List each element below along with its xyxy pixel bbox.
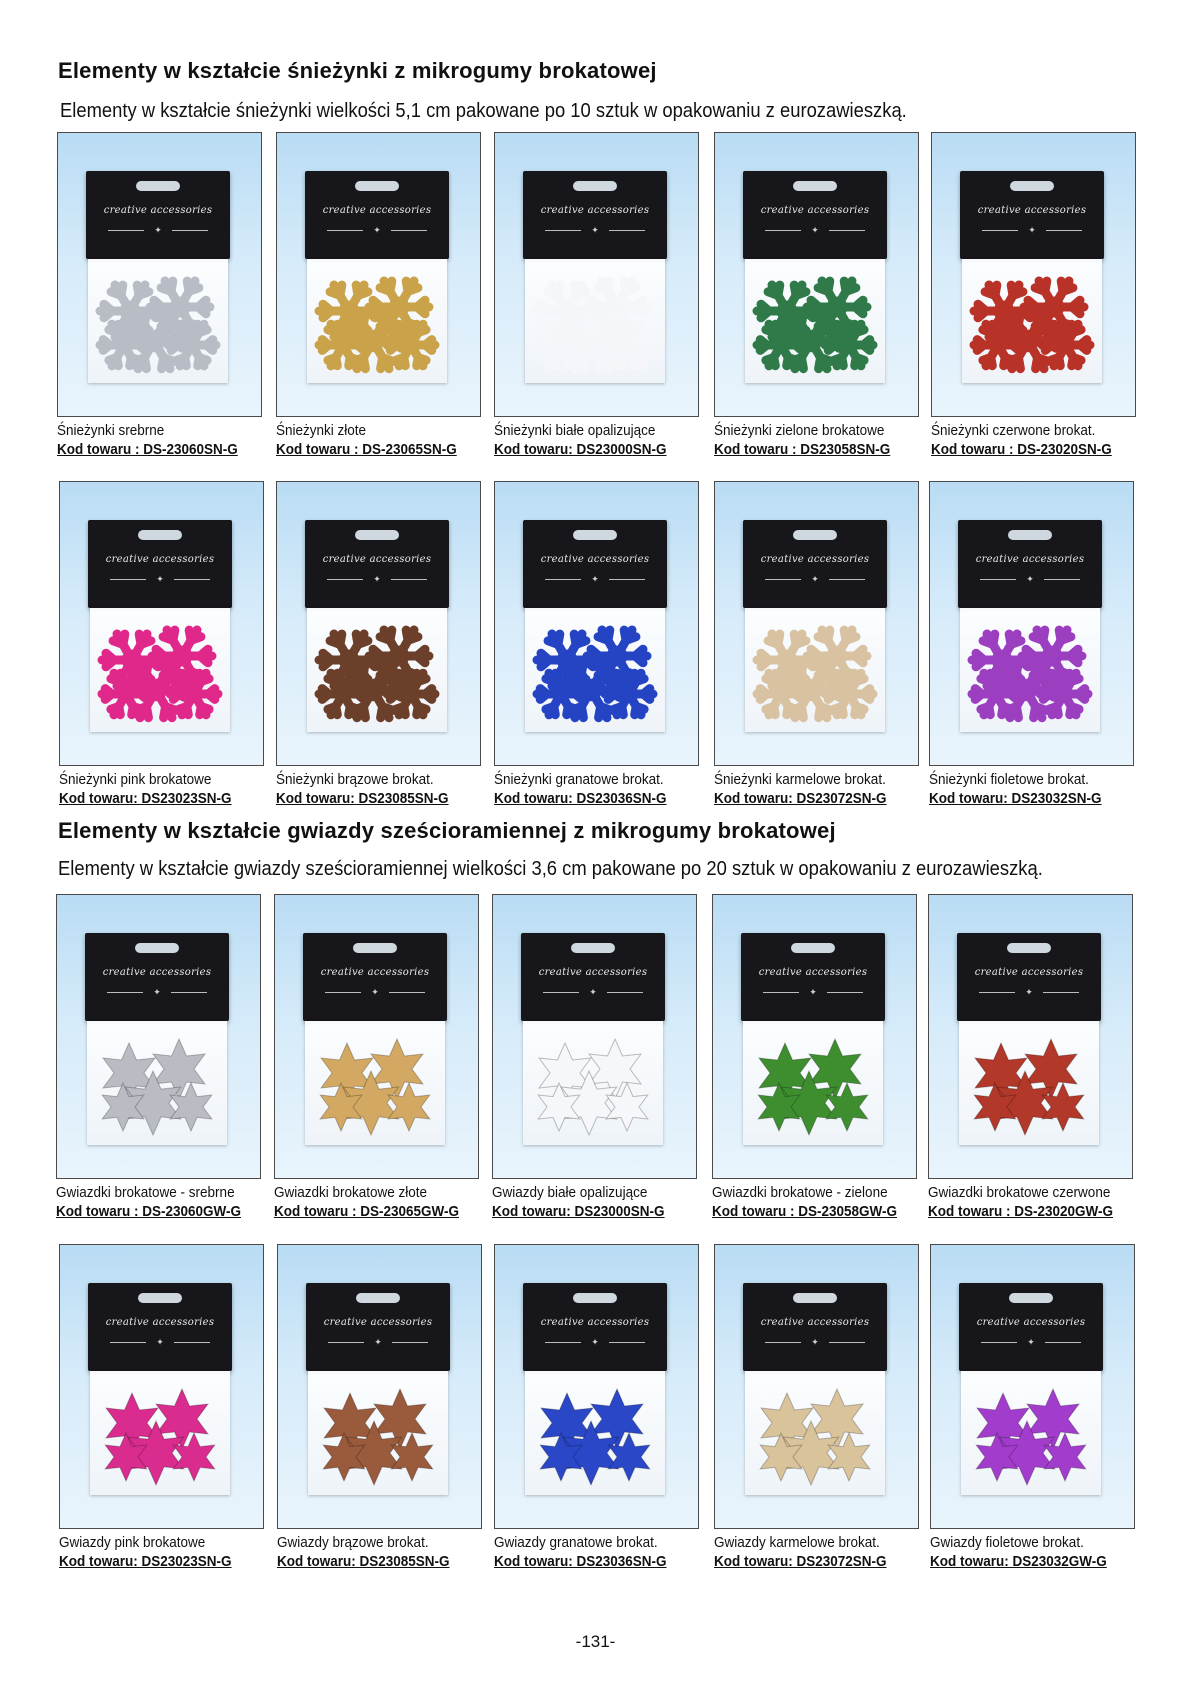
ornament-icon: ✦ bbox=[545, 1337, 645, 1347]
clear-bag bbox=[523, 1021, 663, 1145]
product-card[interactable] bbox=[929, 481, 1134, 808]
product-name: Śnieżynki pink brokatowe bbox=[59, 771, 212, 788]
product-code: Kod towaru : DS-23020SN-G bbox=[931, 441, 1112, 458]
product-code: Kod towaru : DS-23058GW-G bbox=[712, 1203, 898, 1220]
product-name: Gwiazdy fioletowe brokat. bbox=[930, 1534, 1084, 1551]
product-card[interactable] bbox=[928, 894, 1133, 1221]
product-code: Kod towaru: DS23000SN-G bbox=[494, 441, 667, 458]
product-package bbox=[82, 155, 234, 393]
clear-bag bbox=[962, 259, 1102, 383]
product-name: Gwiazdki brokatowe - srebrne bbox=[56, 1184, 235, 1201]
product-caption bbox=[277, 1533, 462, 1571]
ornament-icon: ✦ bbox=[980, 574, 1080, 584]
brand-label: creative accessories bbox=[540, 1317, 650, 1328]
product-photo bbox=[714, 1244, 919, 1529]
product-name: Gwiazdy karmelowe brokat. bbox=[714, 1534, 880, 1551]
snowflake-shapes-icon bbox=[88, 259, 228, 383]
star-shapes-icon bbox=[90, 1371, 230, 1495]
product-caption bbox=[930, 1533, 1115, 1571]
ornament-icon: ✦ bbox=[107, 987, 207, 997]
clear-bag bbox=[745, 259, 885, 383]
product-package bbox=[519, 1267, 671, 1505]
snowflake-shapes-icon bbox=[525, 608, 665, 732]
euro-hang-hole bbox=[793, 181, 837, 191]
product-photo bbox=[712, 894, 917, 1179]
product-package bbox=[517, 917, 669, 1155]
product-caption bbox=[492, 1183, 677, 1221]
brand-label: creative accessories bbox=[975, 554, 1085, 565]
euro-hang-hole bbox=[1010, 181, 1054, 191]
product-card[interactable] bbox=[930, 1244, 1135, 1571]
product-photo bbox=[276, 481, 481, 766]
clear-bag bbox=[90, 608, 230, 732]
snowflake-shapes-icon bbox=[745, 259, 885, 383]
product-code: Kod towaru: DS23000SN-G bbox=[492, 1203, 665, 1220]
product-code: Kod towaru: DS23085SN-G bbox=[277, 1553, 450, 1570]
product-package bbox=[81, 917, 233, 1155]
product-card[interactable] bbox=[931, 132, 1136, 459]
euro-hang-hole bbox=[791, 943, 835, 953]
euro-hang-hole bbox=[793, 1293, 837, 1303]
clear-bag bbox=[525, 259, 665, 383]
clear-bag bbox=[525, 1371, 665, 1495]
product-caption bbox=[714, 1533, 899, 1571]
brand-label: creative accessories bbox=[540, 554, 650, 565]
package-header-card bbox=[523, 520, 667, 608]
star-shapes-icon bbox=[305, 1021, 445, 1145]
product-photo bbox=[929, 481, 1134, 766]
star-shapes-icon bbox=[523, 1021, 663, 1145]
product-caption bbox=[714, 770, 899, 808]
euro-hang-hole bbox=[573, 530, 617, 540]
product-name: Gwiazdy białe opalizujące bbox=[492, 1184, 648, 1201]
star-shapes-icon bbox=[961, 1371, 1101, 1495]
product-photo bbox=[57, 132, 262, 417]
ornament-icon: ✦ bbox=[765, 225, 865, 235]
brand-label: creative accessories bbox=[322, 205, 432, 216]
snowflake-shapes-icon bbox=[745, 608, 885, 732]
ornament-icon: ✦ bbox=[981, 1337, 1081, 1347]
product-package bbox=[739, 504, 891, 742]
snowflake-shapes-icon bbox=[525, 259, 665, 383]
product-code: Kod towaru : DS-23060SN-G bbox=[57, 441, 238, 458]
brand-label: creative accessories bbox=[102, 967, 212, 978]
package-header-card bbox=[743, 520, 887, 608]
product-code: Kod towaru: DS23085SN-G bbox=[276, 790, 449, 807]
clear-bag bbox=[745, 1371, 885, 1495]
product-photo bbox=[492, 894, 697, 1179]
star-shapes-icon bbox=[525, 1371, 665, 1495]
euro-hang-hole bbox=[138, 1293, 182, 1303]
product-code: Kod towaru: DS23032SN-G bbox=[929, 790, 1102, 807]
clear-bag bbox=[90, 1371, 230, 1495]
product-photo bbox=[930, 1244, 1135, 1529]
section-subtitle-snowflakes: Elementy w kształcie śnieżynki wielkości 5,1 cm pakowane po 10 sztuk w opakowaniu z eurozawieszką. bbox=[60, 100, 907, 122]
euro-hang-hole bbox=[793, 530, 837, 540]
product-photo bbox=[277, 1244, 482, 1529]
page-number: -131- bbox=[575, 1632, 616, 1651]
snowflake-shapes-icon bbox=[307, 259, 447, 383]
product-package bbox=[302, 1267, 454, 1505]
product-name: Gwiazdy pink brokatowe bbox=[59, 1534, 206, 1551]
ornament-icon: ✦ bbox=[545, 574, 645, 584]
euro-hang-hole bbox=[138, 530, 182, 540]
star-shapes-icon bbox=[87, 1021, 227, 1145]
brand-label: creative accessories bbox=[758, 967, 868, 978]
product-caption bbox=[494, 421, 679, 459]
product-caption bbox=[931, 421, 1116, 459]
product-photo bbox=[494, 132, 699, 417]
product-package bbox=[956, 155, 1108, 393]
product-caption bbox=[929, 770, 1114, 808]
ornament-icon: ✦ bbox=[543, 987, 643, 997]
product-photo bbox=[56, 894, 261, 1179]
product-package bbox=[739, 155, 891, 393]
clear-bag bbox=[307, 608, 447, 732]
product-card[interactable] bbox=[59, 481, 264, 808]
clear-bag bbox=[305, 1021, 445, 1145]
product-card[interactable] bbox=[276, 481, 481, 808]
product-name: Śnieżynki brązowe brokat. bbox=[276, 771, 434, 788]
product-package bbox=[299, 917, 451, 1155]
star-shapes-icon bbox=[308, 1371, 448, 1495]
product-caption bbox=[57, 421, 242, 459]
clear-bag bbox=[525, 608, 665, 732]
clear-bag bbox=[743, 1021, 883, 1145]
product-caption bbox=[276, 770, 461, 808]
product-name: Śnieżynki zielone brokatowe bbox=[714, 422, 885, 439]
product-photo bbox=[276, 132, 481, 417]
euro-hang-hole bbox=[571, 943, 615, 953]
product-code: Kod towaru : DS23058SN-G bbox=[714, 441, 891, 458]
product-package bbox=[301, 504, 453, 742]
ornament-icon: ✦ bbox=[327, 574, 427, 584]
euro-hang-hole bbox=[353, 943, 397, 953]
ornament-icon: ✦ bbox=[979, 987, 1079, 997]
star-shapes-icon bbox=[745, 1371, 885, 1495]
product-package bbox=[955, 1267, 1107, 1505]
product-card[interactable] bbox=[277, 1244, 482, 1571]
euro-hang-hole bbox=[1008, 530, 1052, 540]
product-caption bbox=[928, 1183, 1113, 1221]
product-package bbox=[519, 155, 671, 393]
product-card[interactable] bbox=[494, 132, 699, 459]
clear-bag bbox=[308, 1371, 448, 1495]
section-title-snowflakes: Elementy w kształcie śnieżynki z mikrogumy brokatowej bbox=[58, 58, 657, 83]
package-header-card bbox=[85, 933, 229, 1021]
section-subtitle-stars: Elementy w kształcie gwiazdy sześcioramiennej wielkości 3,6 cm pakowane po 20 sztuk w opakowaniu z eurozawieszką. bbox=[58, 858, 1043, 880]
product-name: Śnieżynki karmelowe brokat. bbox=[714, 771, 886, 788]
product-name: Śnieżynki białe opalizujące bbox=[494, 422, 656, 439]
product-card[interactable] bbox=[714, 132, 919, 459]
package-header-card bbox=[959, 1283, 1103, 1371]
clear-bag bbox=[959, 1021, 1099, 1145]
ornament-icon: ✦ bbox=[545, 225, 645, 235]
package-header-card bbox=[306, 1283, 450, 1371]
product-card[interactable] bbox=[492, 894, 697, 1221]
product-photo bbox=[494, 1244, 699, 1529]
product-name: Śnieżynki fioletowe brokat. bbox=[929, 771, 1089, 788]
product-caption bbox=[494, 770, 679, 808]
product-package bbox=[739, 1267, 891, 1505]
product-name: Gwiazdki brokatowe - zielone bbox=[712, 1184, 888, 1201]
package-header-card bbox=[523, 1283, 667, 1371]
snowflake-shapes-icon bbox=[962, 259, 1102, 383]
product-card[interactable] bbox=[714, 481, 919, 808]
euro-hang-hole bbox=[135, 943, 179, 953]
snowflake-shapes-icon bbox=[90, 608, 230, 732]
brand-label: creative accessories bbox=[540, 205, 650, 216]
product-package bbox=[953, 917, 1105, 1155]
package-header-card bbox=[741, 933, 885, 1021]
product-code: Kod towaru: DS23072SN-G bbox=[714, 1553, 887, 1570]
product-photo bbox=[494, 481, 699, 766]
package-header-card bbox=[743, 171, 887, 259]
product-caption bbox=[712, 1183, 897, 1221]
brand-label: creative accessories bbox=[760, 554, 870, 565]
product-photo bbox=[274, 894, 479, 1179]
brand-label: creative accessories bbox=[760, 205, 870, 216]
package-header-card bbox=[521, 933, 665, 1021]
product-package bbox=[84, 504, 236, 742]
euro-hang-hole bbox=[356, 1293, 400, 1303]
euro-hang-hole bbox=[136, 181, 180, 191]
product-code: Kod towaru : DS-23060GW-G bbox=[56, 1203, 242, 1220]
star-shapes-icon bbox=[959, 1021, 1099, 1145]
brand-label: creative accessories bbox=[974, 967, 1084, 978]
product-caption bbox=[714, 421, 899, 459]
product-caption bbox=[59, 1533, 244, 1571]
clear-bag bbox=[307, 259, 447, 383]
product-name: Gwiazdy brązowe brokat. bbox=[277, 1534, 429, 1551]
ornament-icon: ✦ bbox=[765, 574, 865, 584]
product-caption bbox=[274, 1183, 459, 1221]
product-card[interactable] bbox=[494, 1244, 699, 1571]
ornament-icon: ✦ bbox=[327, 225, 427, 235]
brand-label: creative accessories bbox=[323, 1317, 433, 1328]
product-code: Kod towaru : DS-23065GW-G bbox=[274, 1203, 460, 1220]
ornament-icon: ✦ bbox=[108, 225, 208, 235]
product-card[interactable] bbox=[274, 894, 479, 1221]
clear-bag bbox=[745, 608, 885, 732]
brand-label: creative accessories bbox=[977, 205, 1087, 216]
clear-bag bbox=[87, 1021, 227, 1145]
snowflake-shapes-icon bbox=[960, 608, 1100, 732]
product-card[interactable] bbox=[59, 1244, 264, 1571]
product-name: Śnieżynki złote bbox=[276, 422, 367, 439]
snowflake-shapes-icon bbox=[307, 608, 447, 732]
package-header-card bbox=[960, 171, 1104, 259]
product-card[interactable] bbox=[712, 894, 917, 1221]
euro-hang-hole bbox=[573, 1293, 617, 1303]
package-header-card bbox=[305, 171, 449, 259]
brand-label: creative accessories bbox=[538, 967, 648, 978]
package-header-card bbox=[523, 171, 667, 259]
product-photo bbox=[59, 481, 264, 766]
product-code: Kod towaru: DS23036SN-G bbox=[494, 1553, 667, 1570]
product-name: Śnieżynki srebrne bbox=[57, 422, 165, 439]
product-name: Śnieżynki czerwone brokat. bbox=[931, 422, 1096, 439]
package-header-card bbox=[957, 933, 1101, 1021]
product-caption bbox=[494, 1533, 679, 1571]
euro-hang-hole bbox=[1007, 943, 1051, 953]
package-header-card bbox=[86, 171, 230, 259]
product-caption bbox=[276, 421, 461, 459]
product-package bbox=[519, 504, 671, 742]
euro-hang-hole bbox=[355, 530, 399, 540]
package-header-card bbox=[305, 520, 449, 608]
product-name: Gwiazdy granatowe brokat. bbox=[494, 1534, 658, 1551]
ornament-icon: ✦ bbox=[982, 225, 1082, 235]
product-code: Kod towaru: DS23072SN-G bbox=[714, 790, 887, 807]
brand-label: creative accessories bbox=[760, 1317, 870, 1328]
clear-bag bbox=[88, 259, 228, 383]
brand-label: creative accessories bbox=[105, 554, 215, 565]
product-code: Kod towaru: DS23032GW-G bbox=[930, 1553, 1107, 1570]
ornament-icon: ✦ bbox=[325, 987, 425, 997]
brand-label: creative accessories bbox=[105, 1317, 215, 1328]
clear-bag bbox=[961, 1371, 1101, 1495]
package-header-card bbox=[743, 1283, 887, 1371]
product-card[interactable] bbox=[56, 894, 261, 1221]
product-name: Gwiazdki brokatowe złote bbox=[274, 1184, 428, 1201]
product-package bbox=[301, 155, 453, 393]
product-caption bbox=[59, 770, 244, 808]
product-photo bbox=[931, 132, 1136, 417]
product-code: Kod towaru : DS-23020GW-G bbox=[928, 1203, 1114, 1220]
product-card[interactable] bbox=[276, 132, 481, 459]
product-photo bbox=[714, 132, 919, 417]
brand-label: creative accessories bbox=[103, 205, 213, 216]
brand-label: creative accessories bbox=[320, 967, 430, 978]
brand-label: creative accessories bbox=[322, 554, 432, 565]
product-name: Śnieżynki granatowe brokat. bbox=[494, 771, 664, 788]
package-header-card bbox=[88, 520, 232, 608]
ornament-icon: ✦ bbox=[765, 1337, 865, 1347]
section-title-stars: Elementy w kształcie gwiazdy sześcioramiennej z mikrogumy brokatowej bbox=[58, 818, 836, 843]
product-package bbox=[737, 917, 889, 1155]
package-header-card bbox=[88, 1283, 232, 1371]
product-package bbox=[954, 504, 1106, 742]
product-photo bbox=[714, 481, 919, 766]
ornament-icon: ✦ bbox=[328, 1337, 428, 1347]
euro-hang-hole bbox=[573, 181, 617, 191]
product-code: Kod towaru: DS23023SN-G bbox=[59, 790, 232, 807]
product-photo bbox=[928, 894, 1133, 1179]
star-shapes-icon bbox=[743, 1021, 883, 1145]
product-package bbox=[84, 1267, 236, 1505]
euro-hang-hole bbox=[1009, 1293, 1053, 1303]
product-card[interactable] bbox=[714, 1244, 919, 1571]
brand-label: creative accessories bbox=[976, 1317, 1086, 1328]
product-caption bbox=[56, 1183, 241, 1221]
ornament-icon: ✦ bbox=[110, 1337, 210, 1347]
clear-bag bbox=[960, 608, 1100, 732]
package-header-card bbox=[958, 520, 1102, 608]
product-code: Kod towaru: DS23036SN-G bbox=[494, 790, 667, 807]
product-photo bbox=[59, 1244, 264, 1529]
product-code: Kod towaru: DS23023SN-G bbox=[59, 1553, 232, 1570]
euro-hang-hole bbox=[355, 181, 399, 191]
ornament-icon: ✦ bbox=[763, 987, 863, 997]
ornament-icon: ✦ bbox=[110, 574, 210, 584]
product-card[interactable] bbox=[494, 481, 699, 808]
package-header-card bbox=[303, 933, 447, 1021]
product-code: Kod towaru : DS-23065SN-G bbox=[276, 441, 457, 458]
product-card[interactable] bbox=[57, 132, 262, 459]
product-name: Gwiazdki brokatowe czerwone bbox=[928, 1184, 1111, 1201]
